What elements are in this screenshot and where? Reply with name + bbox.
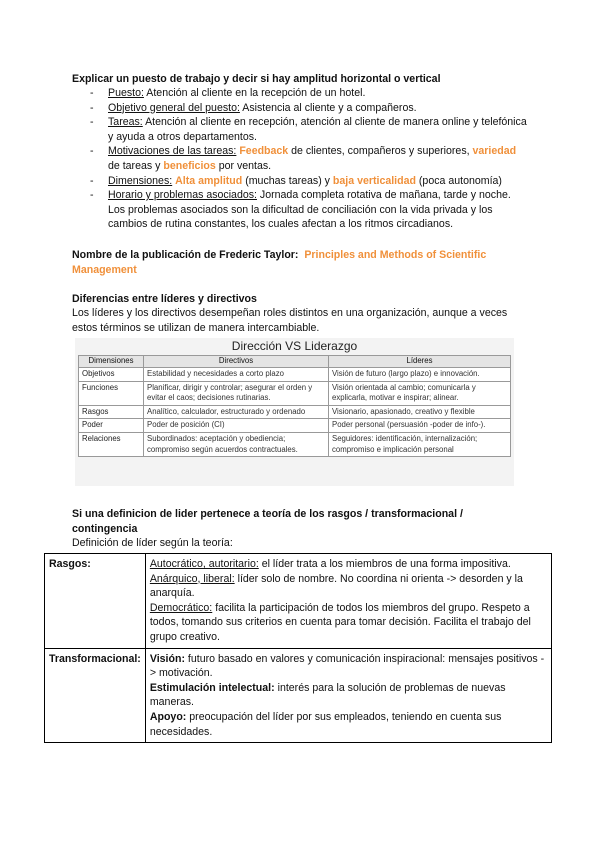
table-title: Dirección VS Liderazgo (231, 339, 358, 353)
direccion-vs-liderazgo-table (75, 338, 514, 486)
list-item: - Puesto: Atención al cliente en la recepción de un hotel. (90, 86, 530, 101)
table-row: Objetivos Estabilidad y necesidades a corto plazo Visión de futuro (largo plazo) e innovación. (79, 368, 511, 382)
list-item: - Motivaciones de las tareas: Feedback de clientes, compañeros y superiores, variedad de tareas y beneficios por ventas. (90, 144, 530, 173)
job-details-list (90, 86, 530, 232)
section3-paragraph: Los líderes y los directivos desempeñan roles distintos en una organización, aunque a veces estos términos se utilizan de manera intercambiable. (72, 307, 508, 334)
table-header: Líderes (329, 356, 511, 368)
list-item: Autocrático, autoritario: el líder trata a los miembros de una forma impositiva. (149, 558, 511, 570)
list-item: Visión: futuro basado en valores y comunicación inspiracional: mensajes positivos -> motivación. (149, 652, 545, 680)
table-row: Rasgos Analítico, calculador, estructurado y ordenado Visionario, apasionado, creativo y flexible (79, 405, 511, 419)
row-content (145, 554, 551, 649)
list-item: - Horario y problemas asociados: Jornada completa rotativa de mañana, tarde y noche. Los problemas asociados son la dificultad de conciliación con la vida privada y los cambios de rutina constantes, los cuales afectan a los ritmos circadianos. (90, 188, 530, 232)
leadership-theory-table (44, 553, 552, 743)
list-item: Estimulación intelectual: interés para la solución de problemas de nuevas maneras. (149, 681, 506, 709)
row-content (145, 648, 551, 743)
table-header: Directivos (144, 356, 329, 368)
table-row: Relaciones Subordinados: aceptación y obediencia; compromiso según acuerdos contractuales. Seguidores: identificación, internalización; compromiso e implicación personal (79, 432, 511, 456)
table-row: Poder Poder de posición (CI) Poder personal (persuasión -poder de info-). (79, 419, 511, 433)
list-item: Apoyo: preocupación del líder por sus empleados, teniendo en cuenta sus necesidades. (149, 710, 502, 738)
section4-heading: Si una definicion de lider pertenece a teoría de los rasgos / transformacional / contingencia (72, 508, 463, 535)
table-row: Funciones Planificar, dirigir y controlar; asegurar el orden y evitar el caos; decisiones rutinarias. Visión orientada al cambio; comunicarla y explicarla, motivar e inspirar; alinear. (79, 381, 511, 405)
taylor-publication: Nombre de la publicación de Frederic Taylor: Principles and Methods of Scientific Management (72, 249, 487, 276)
list-item: Democrático: facilita la participación de todos los miembros del grupo. Respeto a todos, tomando sus criterios en cuenta para tomar decisión. Facilita el trabajo del grupo creativo. (149, 601, 531, 643)
section3-heading: Diferencias entre líderes y directivos (72, 293, 257, 305)
table-header: Dimensiones (79, 356, 144, 368)
section4-subheading: Definición de líder según la teoría: (72, 537, 233, 549)
section1-heading: Explicar un puesto de trabajo y decir si hay amplitud horizontal o vertical (72, 73, 441, 85)
row-label: Transformacional: (45, 648, 146, 743)
list-item: - Tareas: Atención al cliente en recepción, atención al cliente de manera online y telefónica y ayuda a otros departamentos. (90, 115, 530, 144)
table-row (45, 554, 552, 649)
list-item: Anárquico, liberal: líder solo de nombre. No coordina ni orienta -> desorden y la anarquía. (149, 572, 523, 600)
table-row (45, 648, 552, 743)
list-item: - Dimensiones: Alta amplitud (muchas tareas) y baja verticalidad (poca autonomía) (90, 174, 530, 189)
row-label: Rasgos: (45, 554, 146, 649)
list-item: - Objetivo general del puesto: Asistencia al cliente y a compañeros. (90, 101, 530, 116)
